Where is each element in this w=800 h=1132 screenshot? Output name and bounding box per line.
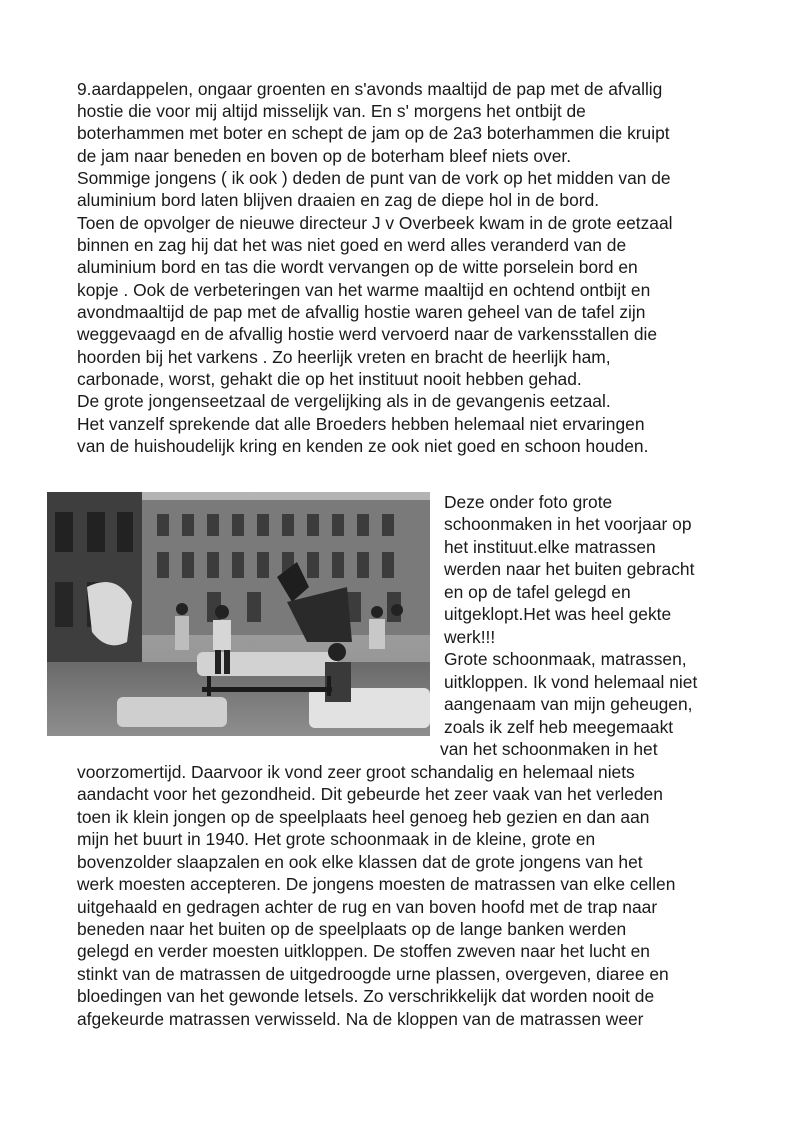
caption-line: werden naar het buiten gebracht [444, 559, 695, 579]
text-line: gelegd en verder moesten uitkloppen. De stoffen zweven naar het lucht en [77, 941, 650, 961]
caption-line: Deze onder foto grote [444, 492, 613, 512]
text-line: Toen de opvolger de nieuwe directeur J v Overbeek kwam in de grote eetzaal [77, 213, 673, 233]
text-line: werk moesten accepteren. De jongens moesten de matrassen van elke cellen [77, 874, 676, 894]
text-line: kopje . Ook de verbeteringen van het warme maaltijd en ochtend ontbijt en [77, 280, 651, 300]
text-line: afgekeurde matrassen verwisseld. Na de kloppen van de matrassen weer [77, 1009, 644, 1029]
text-line: De grote jongenseetzaal de vergelijking als in de gevangenis eetzaal. [77, 391, 611, 411]
caption-line: aangenaam van mijn geheugen, [444, 694, 693, 714]
text-line: Het vanzelf sprekende dat alle Broeders hebben helemaal niet ervaringen [77, 414, 645, 434]
cleaning-photo [47, 492, 430, 736]
text-line: carbonade, worst, gehakt die op het instituut nooit hebben gehad. [77, 369, 582, 389]
text-line: mijn het buurt in 1940. Het grote schoonmaak in de kleine, grote en [77, 829, 596, 849]
text-line: voorzomertijd. Daarvoor ik vond zeer groot schandalig en helemaal niets [77, 762, 635, 782]
text-line: toen ik klein jongen op de speelplaats heel genoeg heb gezien en dan aan [77, 807, 650, 827]
text-line: aluminium bord laten blijven draaien en zag de diepe hol in de bord. [77, 190, 600, 210]
text-line: hostie die voor mij altijd misselijk van. En s' morgens het ontbijt de [77, 101, 586, 121]
caption-line: werk!!! [444, 627, 496, 647]
caption-line: uitkloppen. Ik vond helemaal niet [444, 672, 698, 692]
caption-line: en op de tafel gelegd en [444, 582, 631, 602]
text-line: aluminium bord en tas die wordt vervangen op de witte porselein bord en [77, 257, 638, 277]
text-line: uitgehaald en gedragen achter de rug en van boven hoofd met de trap naar [77, 897, 658, 917]
text-line: bloedingen van het gewonde letsels. Zo verschrikkelijk dat worden nooit de [77, 986, 655, 1006]
photo-illustration [47, 492, 430, 736]
caption-line: uitgeklopt.Het was heel gekte [444, 604, 672, 624]
text-line: stinkt van de matrassen de uitgedroogde urne plassen, overgeven, diaree en [77, 964, 669, 984]
text-line: binnen en zag hij dat het was niet goed en werd alles veranderd van de [77, 235, 627, 255]
caption-line: zoals ik zelf heb meegemaakt [444, 717, 674, 737]
caption-line: Grote schoonmaak, matrassen, [444, 649, 687, 669]
text-line: avondmaaltijd de pap met de afvallig hostie waren geheel van de tafel zijn [77, 302, 646, 322]
caption-line: schoonmaken in het voorjaar op [444, 514, 692, 534]
caption-line: het instituut.elke matrassen [444, 537, 656, 557]
text-line: Sommige jongens ( ik ook ) deden de punt van de vork op het midden van de [77, 168, 671, 188]
text-line: de jam naar beneden en boven op de boterham bleef niets over. [77, 146, 572, 166]
text-line: aandacht voor het gezondheid. Dit gebeurde het zeer vaak van het verleden [77, 784, 663, 804]
text-line: van de huishoudelijk kring en kenden ze ook niet goed en schoon houden. [77, 436, 649, 456]
text-line: hoorden bij het varkens . Zo heerlijk vreten en bracht de heerlijk ham, [77, 347, 611, 367]
text-line: 9.aardappelen, ongaar groenten en s'avonds maaltijd de pap met de afvallig [77, 79, 663, 99]
text-line: boterhammen met boter en schept de jam op de 2a3 boterhammen die kruipt [77, 123, 670, 143]
text-line: bovenzolder slaapzalen en ook elke klassen dat de grote jongens van het [77, 852, 643, 872]
text-line: weggevaagd en de afvallig hostie werd vervoerd naar de varkensstallen die [77, 324, 658, 344]
text-line: beneden naar het buiten op de speelplaats op de lange banken werden [77, 919, 627, 939]
caption-line: van het schoonmaken in het [440, 739, 658, 759]
